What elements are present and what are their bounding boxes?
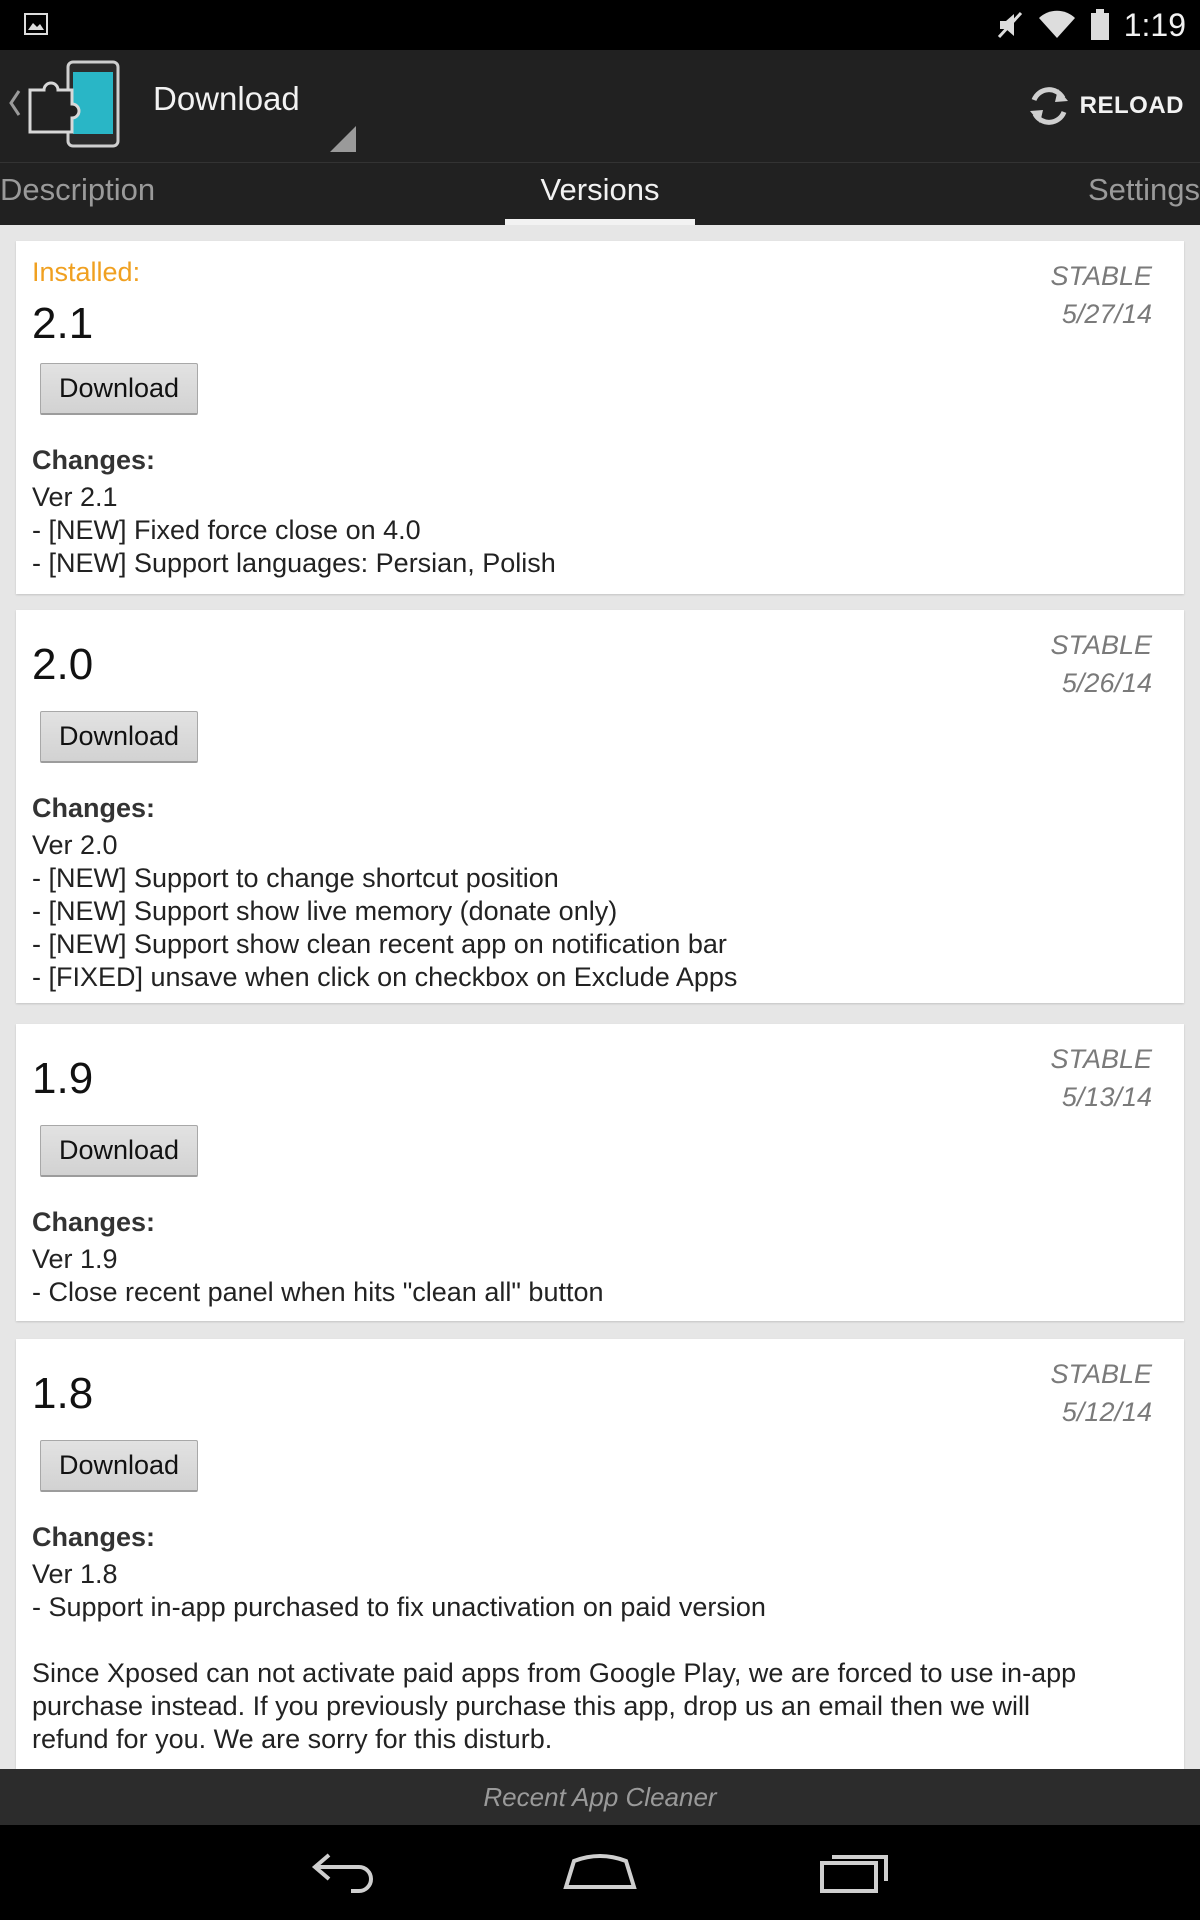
release-date: 5/13/14 — [1061, 1082, 1152, 1112]
spinner-dropdown-icon[interactable] — [330, 126, 356, 152]
change-line: Ver 2.0 — [32, 830, 118, 860]
change-line: - [NEW] Fixed force close on 4.0 — [32, 515, 421, 545]
status-bar — [0, 0, 1200, 50]
version-card — [16, 1339, 1184, 1769]
version-number: 1.8 — [32, 1369, 94, 1418]
release-date: 5/27/14 — [1061, 299, 1152, 329]
home-icon[interactable] — [560, 1847, 640, 1897]
reload-button[interactable] — [1026, 78, 1184, 134]
blank-line — [32, 1624, 1076, 1657]
up-caret-icon[interactable] — [8, 88, 22, 118]
tab-description[interactable]: Description — [0, 172, 156, 207]
change-line: purchase instead. If you previously purchase this app, drop us an email then we will — [32, 1691, 1031, 1721]
recent-apps-icon[interactable] — [816, 1847, 896, 1897]
status-icons — [996, 0, 1186, 50]
version-card — [16, 610, 1184, 1003]
tab-versions[interactable]: Versions — [540, 172, 660, 207]
download-button[interactable]: Download — [40, 1440, 198, 1492]
tab-settings[interactable]: Settings — [1087, 172, 1200, 207]
wifi-icon — [1038, 10, 1076, 40]
module-name-footer: Recent App Cleaner — [0, 1769, 1200, 1825]
download-button[interactable]: Download — [40, 711, 198, 763]
changes-list — [32, 1558, 1076, 1756]
changes-label: Changes: — [32, 793, 156, 823]
page-title[interactable]: Download — [153, 80, 300, 117]
changes-list — [32, 481, 556, 580]
change-line: Ver 1.9 — [32, 1244, 118, 1274]
back-icon[interactable] — [303, 1847, 383, 1897]
release-date: 5/12/14 — [1061, 1397, 1152, 1427]
changes-label: Changes: — [32, 1522, 156, 1552]
download-button[interactable]: Download — [40, 363, 198, 415]
change-line: refund for you. We are sorry for this disturb. — [32, 1724, 553, 1754]
version-number: 1.9 — [32, 1054, 94, 1103]
change-line: - [NEW] Support show clean recent app on notification bar — [32, 929, 727, 959]
release-date: 5/26/14 — [1061, 668, 1152, 698]
version-meta — [1050, 1040, 1152, 1116]
change-line: Since Xposed can not activate paid apps from Google Play, we are forced to use in-app — [32, 1658, 1077, 1688]
version-meta — [1050, 626, 1152, 702]
change-line: - [NEW] Support languages: Persian, Polish — [32, 548, 556, 578]
changes-list — [32, 1243, 604, 1309]
action-bar — [0, 50, 1200, 163]
version-card — [16, 241, 1184, 594]
battery-icon — [1090, 9, 1110, 41]
change-line: Ver 1.8 — [32, 1559, 118, 1589]
change-line: - Close recent panel when hits "clean all" button — [32, 1277, 604, 1307]
download-button[interactable]: Download — [40, 1125, 198, 1177]
version-meta — [1050, 257, 1152, 333]
versions-list[interactable] — [0, 225, 1200, 1769]
change-line: - [NEW] Support to change shortcut position — [32, 863, 559, 893]
navigation-bar — [0, 1825, 1200, 1920]
reload-label: RELOAD — [1079, 92, 1184, 119]
changes-label: Changes: — [32, 445, 156, 475]
version-meta — [1050, 1355, 1152, 1431]
tab-strip — [0, 163, 1200, 225]
version-number: 2.1 — [32, 299, 94, 348]
clock: 1:19 — [1123, 6, 1186, 43]
refresh-icon — [1026, 83, 1072, 129]
release-channel: STABLE — [1050, 630, 1152, 660]
changes-list — [32, 829, 737, 994]
change-line: - [FIXED] unsave when click on checkbox on Exclude Apps — [32, 962, 738, 992]
change-line: Ver 2.1 — [32, 482, 118, 512]
gallery-notification-icon — [24, 13, 48, 35]
installed-label: Installed: — [32, 257, 141, 287]
release-channel: STABLE — [1050, 1359, 1152, 1389]
change-line: - Support in-app purchased to fix unactivation on paid version — [32, 1592, 766, 1622]
release-channel: STABLE — [1050, 1044, 1152, 1074]
release-channel: STABLE — [1050, 261, 1152, 291]
mute-icon — [996, 10, 1024, 40]
version-number: 2.0 — [32, 640, 94, 689]
xposed-puzzle-icon[interactable] — [22, 60, 122, 150]
change-line: - [NEW] Support show live memory (donate only) — [32, 896, 618, 926]
version-card — [16, 1024, 1184, 1321]
changes-label: Changes: — [32, 1207, 156, 1237]
